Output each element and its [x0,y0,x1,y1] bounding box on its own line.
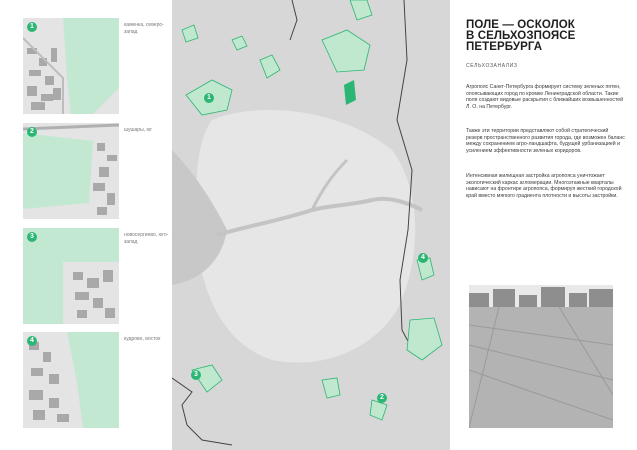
thumbnail-caption: новосергиево, юго-запад [124,232,169,245]
section-subtitle: СЕЛЬХОЗАНАЛИЗ [466,63,518,69]
thumbnail-caption: кудрово, восток [124,336,161,342]
thumbnail-number: 2 [27,127,37,137]
map-marker: 1 [204,93,214,103]
page-title [466,20,616,53]
map-marker: 3 [191,370,201,380]
thumbnail-4 [23,332,119,428]
paragraph: Интенсивная жилищная застройка агропояса уничтожает экологический каркас агломерации. Многоэтажные кварталы нависают на фронтире агропояса, формируя жесткий городской край вместо мягкого градиента плотности и высоты застройки. [466,173,622,199]
thumbnail-number: 1 [27,22,37,32]
title-line: В СЕЛЬХОЗПОЯСЕ [466,30,576,42]
thumbnail-caption: каменка, северо-запад [124,22,164,35]
paragraph: Агропояс Санкт-Петербурга формирует систему зеленых пятен, опоясывающих город по кромке Ленинградской области. Такие поля создают видовые раскрытия с ближайших возвышенностей Л. О. на Петербург. [466,84,624,110]
thumbnail-2 [23,123,119,219]
map-marker: 2 [377,393,387,403]
title-line: ПОЛЕ — ОСКОЛОК [466,19,575,31]
thumbnail-1 [23,18,119,114]
field-photo [469,285,613,428]
thumbnail-number: 4 [27,336,37,346]
thumbnail-caption: шушары, юг [124,127,153,133]
city-map [172,0,450,450]
map-marker: 4 [418,253,428,263]
thumbnail-3 [23,228,119,324]
paragraph: Также эти территории представляют собой стратегический резерв пространственного развития города, где возможен баланс между сохранением агро-ландшафта, будущей урбанизацией и усилением эффективности зеленых коридоров. [466,128,625,154]
title-line: ПЕТЕРБУРГА [466,41,543,53]
thumbnail-number: 3 [27,232,37,242]
